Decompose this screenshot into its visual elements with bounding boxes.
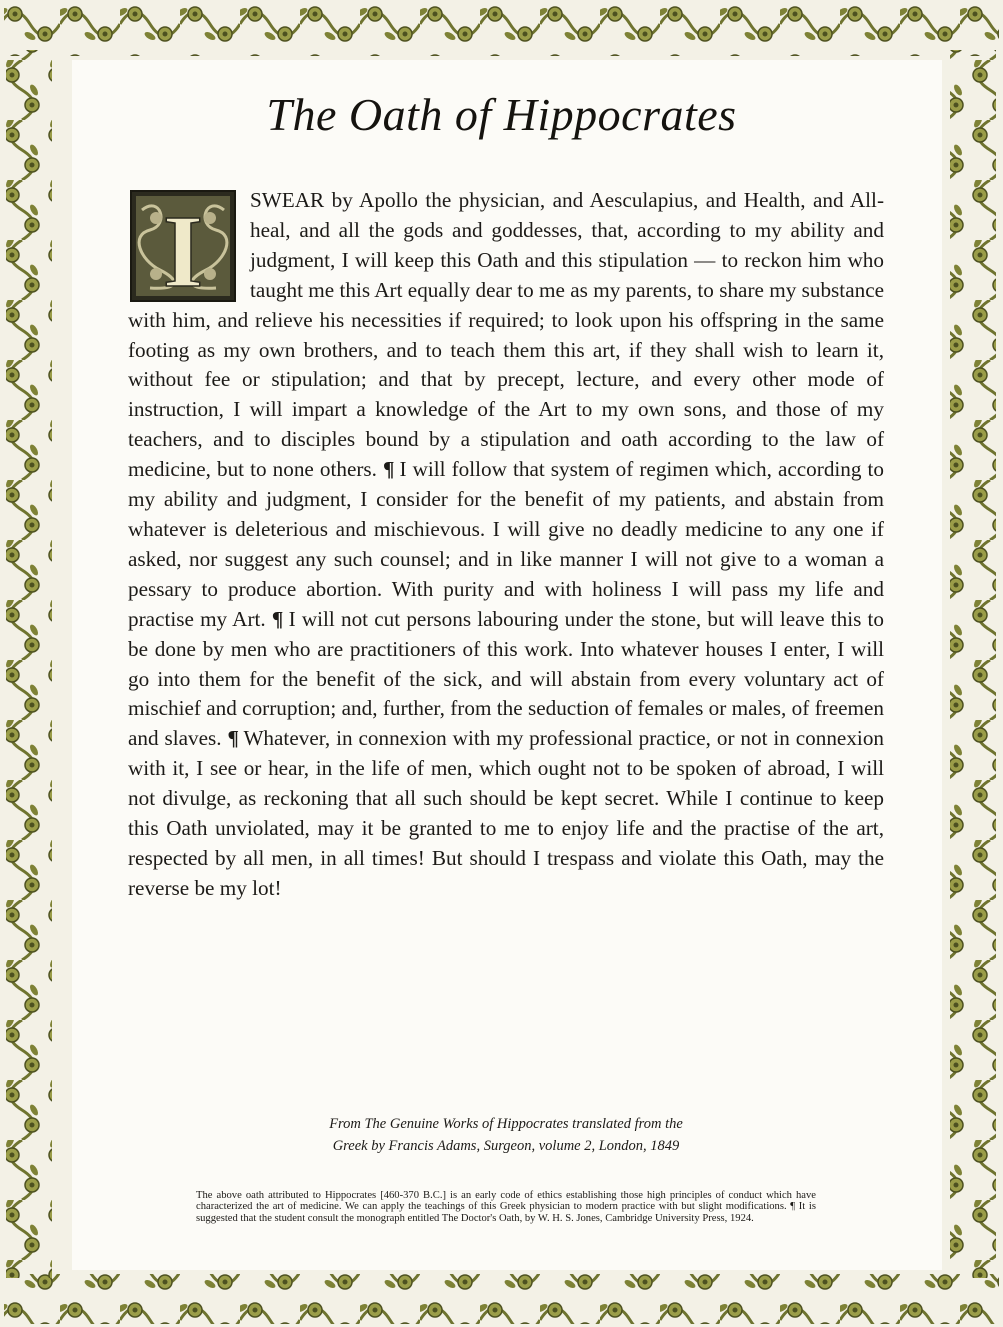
source-citation [128, 1113, 884, 1157]
source-line-1: From The Genuine Works of Hippocrates translated from the [329, 1116, 683, 1132]
oath-paragraph-3: I will not cut persons labouring under the stone, but will leave this to be done by men who are practitioners of this work. Into whatever houses I enter, I will go into them for the benefit of the sick, and will abstain from every voluntary act of mischief and corruption; and, further, from the seduction of females or males, of freemen and slaves. [128, 606, 885, 751]
oath-body [128, 186, 884, 904]
footnote-text-2: It is suggested that the student consult the monograph entitled The Doctor's Oath, by W. H. S. Jones, Cambridge University Press, 1924. [196, 1201, 816, 1224]
page-title: The Oath of Hippocrates [266, 89, 737, 140]
pilcrow-icon: ¶ [271, 606, 283, 631]
pilcrow-icon: ¶ [227, 726, 238, 751]
source-line-2: Greek by Francis Adams, Surgeon, volume 2, London, 1849 [332, 1138, 680, 1154]
oath-paragraph-1: SWEAR by Apollo the physician, and Aesculapius, and Health, and All-heal, and all the gods and goddesses, that, according to my ability and judgment, I will keep this Oath and this stipulation — to reckon him who taught me this Art equally dear to me as my parents, to share my substance with him, and relieve his necessities if required; to look upon his offspring in the same footing as my own brothers, and to teach them this art, if they shall wish to learn it, without fee or stipulation; and that by precept, lecture, and every other mode of instruction, I will impart a knowledge of the Art to my own sons, and those of my teachers, and to disciples bound by a stipulation and oath according to the law of medicine, but to none others. [128, 188, 884, 482]
svg-text:I: I [162, 194, 204, 302]
drop-cap-ornament [130, 190, 236, 302]
oath-paragraph-2: I will follow that system of regimen which, according to my ability and judgment, I consider for the benefit of my patients, and abstain from whatever is deleterious and mischievous. I will give no deadly medicine to any one if asked, nor suggest any such counsel; and in like manner I will not give to a woman a pessary to produce abortion. With purity and with holiness I will pass my life and practise my Art. [128, 457, 885, 631]
footnote [196, 1190, 816, 1224]
footnote-pilcrow-icon: ¶ [790, 1201, 796, 1213]
oath-paragraph-4: Whatever, in connexion with my professional practice, or not in connexion with it, I see or hear, in the life of men, which ought not to be spoken of abroad, I will not divulge, as reckoning that all such should be kept secret. While I continue to keep this Oath unviolated, may it be granted to me to enjoy life and the practise of the art, respected by all men, in all times! But should I trespass and violate this Oath, may the reverse be my lot! [128, 726, 885, 900]
pilcrow-icon: ¶ [383, 457, 394, 482]
footnote-text-1: The above oath attributed to Hippocrates [460-370 B.C.] is an early code of ethics establishing those high principles of conduct which have characterized the art of medicine. We can apply the teachings of this Greek physician to modern practice with but slight modifications. [196, 1190, 816, 1213]
